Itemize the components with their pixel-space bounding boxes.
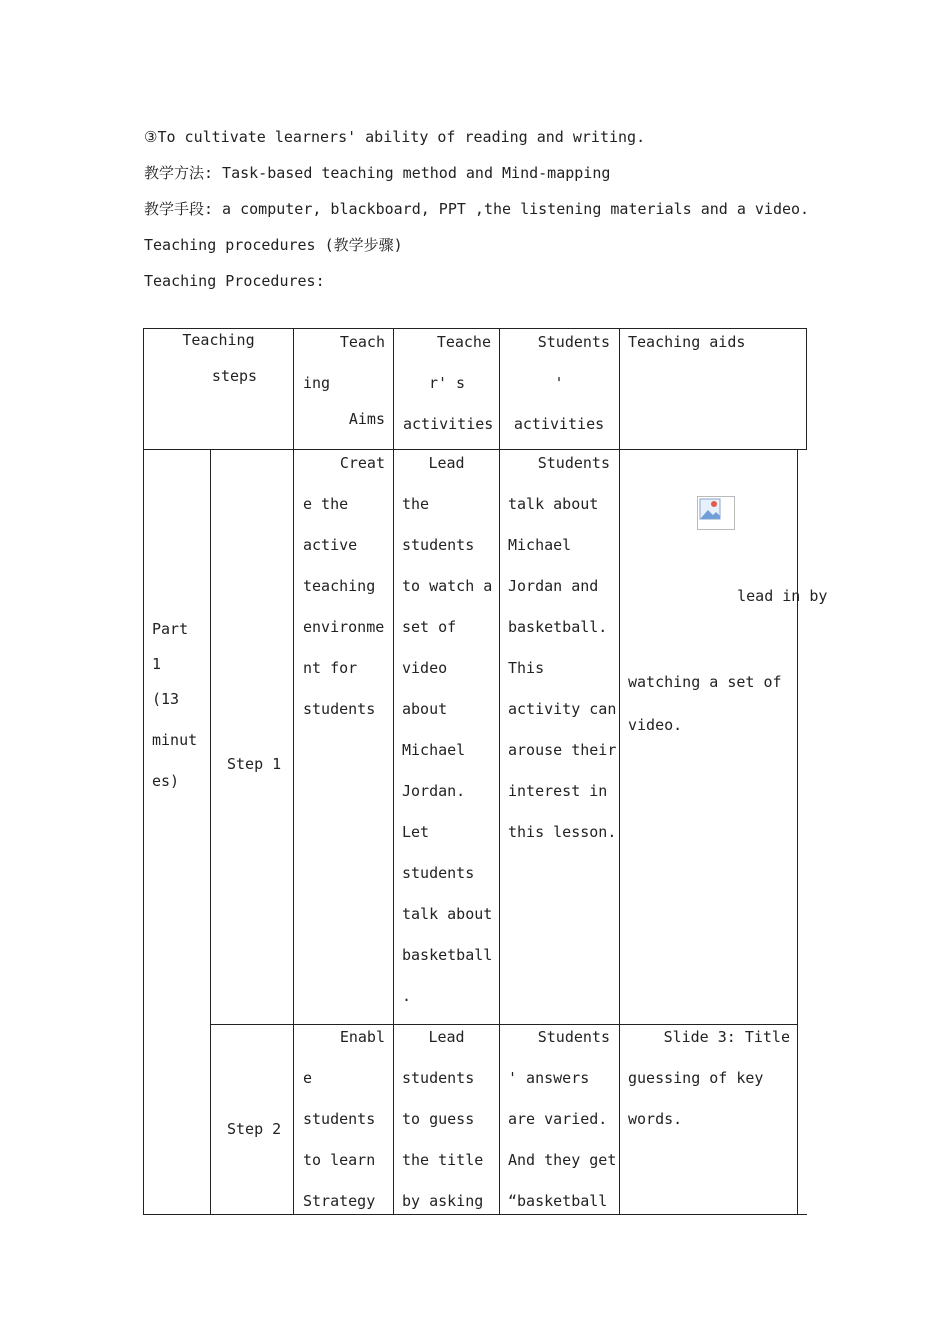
step1-teaching-aids: lead in by watching a set of video. <box>628 453 790 747</box>
teaching-method-line: 教学方法: Task-based teaching method and Mind-mapping <box>144 164 611 182</box>
step1-students-activities: Students talk about Michael Jordan and basketball. This activity can arouse their interest in this lesson. <box>508 454 617 841</box>
step1-teacher-activities: Lead the students to watch a set of video about Michael Jordan. Let students talk about basketball . <box>402 454 493 1005</box>
header-teaching-aids: Teaching aids <box>628 333 746 351</box>
header-teaching-aims: Teach ing Aims <box>303 333 385 428</box>
objective-line: ③To cultivate learners' ability of reading and writing. <box>144 128 646 146</box>
teaching-procedures-heading: Teaching Procedures: <box>144 272 325 290</box>
step2-students-activities: Students ' answers are varied. And they get “basketball <box>508 1028 617 1210</box>
part1-label: Part 1 (13 minut es) <box>152 620 198 790</box>
teaching-procedures-cn-line: Teaching procedures (教学步骤) <box>144 236 403 254</box>
step2-aims: Enabl e students to learn Strategy <box>303 1028 385 1210</box>
header-teacher-activities: Teache r' s activities <box>403 333 494 433</box>
step2-teaching-aids: Slide 3: Title guessing of key words. <box>628 1028 790 1128</box>
header-students-activities: Students ' activities <box>513 333 610 433</box>
step1-aims: Creat e the active teaching environme nt for students <box>303 454 385 718</box>
step2-teacher-activities: Lead students to guess the title by asking <box>402 1028 484 1210</box>
broken-image-icon <box>697 496 735 530</box>
teaching-means-line: 教学手段: a computer, blackboard, PPT ,the listening materials and a video. <box>144 200 810 218</box>
step1-label: Step 1 <box>227 755 282 773</box>
header-teaching-steps: Teaching steps <box>182 331 258 385</box>
step2-label: Step 2 <box>227 1120 282 1138</box>
